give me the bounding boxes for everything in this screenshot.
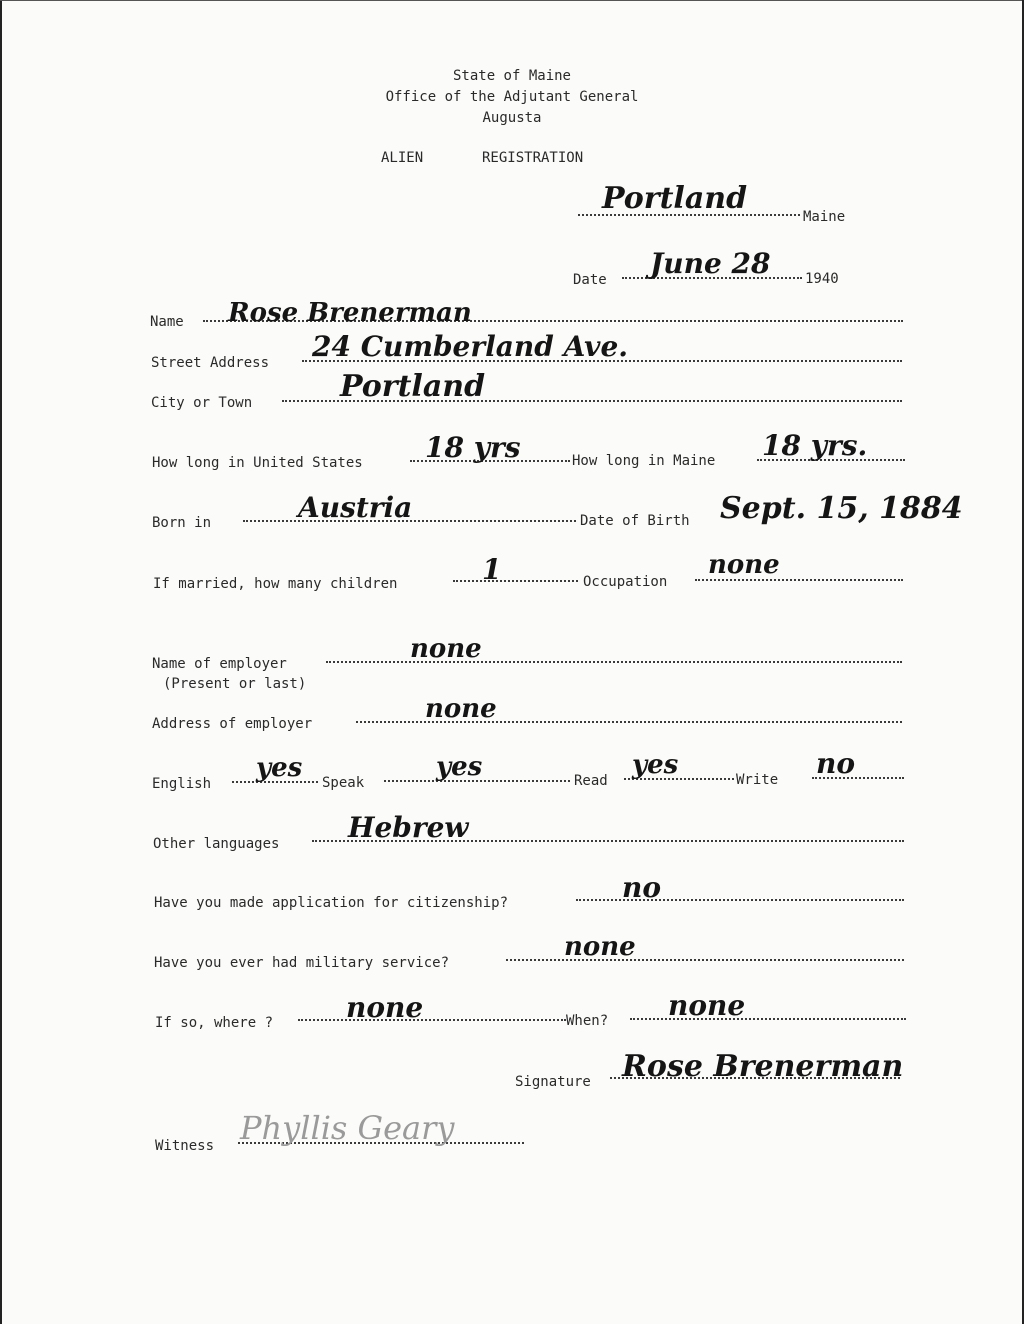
place-suffix: Maine — [803, 209, 846, 225]
employer-address-label: Address of employer — [152, 716, 313, 732]
when-label: When? — [566, 1013, 609, 1029]
street-address-value: 24 Cumberland Ave. — [312, 330, 629, 363]
other-languages-label: Other languages — [153, 836, 280, 852]
where-dots — [298, 1015, 566, 1021]
occupation-value: none — [708, 550, 780, 580]
when-value: none — [668, 989, 746, 1022]
scan-edge-top — [0, 0, 1024, 1]
date-of-birth-value: Sept. 15, 1884 — [720, 491, 963, 526]
write-label: Write — [736, 772, 779, 788]
employer-name-sublabel: (Present or last) — [163, 676, 307, 692]
where-label: If so, where ? — [155, 1015, 274, 1031]
english-label: English — [152, 776, 212, 792]
form-title-alien: ALIEN — [381, 150, 424, 166]
header-office: Office of the Adjutant General — [385, 89, 639, 105]
city-value: Portland — [340, 369, 486, 404]
signature-label: Signature — [515, 1074, 591, 1090]
place-value: Portland — [602, 181, 748, 216]
children-label: If married, how many children — [153, 576, 398, 592]
form-title-registration: REGISTRATION — [482, 150, 584, 166]
scan-edge-left — [0, 0, 2, 1324]
employer-address-value: none — [425, 694, 497, 724]
name-label: Name — [150, 314, 184, 330]
signature-value: Rose Brenerman — [622, 1049, 904, 1084]
children-value: 1 — [482, 553, 502, 586]
citizenship-value: no — [622, 871, 662, 904]
city-label: City or Town — [151, 395, 253, 411]
date-of-birth-label: Date of Birth — [580, 513, 690, 529]
how-long-maine-label: How long in Maine — [572, 453, 716, 469]
read-value: yes — [632, 750, 679, 780]
born-in-label: Born in — [152, 515, 212, 531]
date-value: June 28 — [650, 247, 771, 280]
employer-name-label: Name of employer — [152, 656, 287, 672]
date-year: 1940 — [805, 271, 839, 287]
name-value: Rose Brenerman — [228, 298, 472, 328]
witness-label: Witness — [155, 1138, 215, 1154]
speak-label: Speak — [322, 775, 365, 791]
where-value: none — [346, 991, 424, 1024]
date-label: Date — [573, 272, 607, 288]
occupation-label: Occupation — [583, 574, 668, 590]
citizenship-label: Have you made application for citizenship? — [154, 895, 509, 911]
street-address-label: Street Address — [151, 355, 270, 371]
other-languages-value: Hebrew — [348, 811, 469, 844]
children-dots — [453, 576, 578, 582]
speak-value: yes — [436, 752, 483, 782]
read-label: Read — [574, 773, 608, 789]
write-value: no — [816, 747, 856, 780]
witness-value: Phyllis Geary — [240, 1109, 455, 1147]
military-label: Have you ever had military service? — [154, 955, 450, 971]
employer-name-value: none — [410, 634, 482, 664]
header-state: State of Maine — [452, 68, 571, 84]
how-long-maine-value: 18 yrs. — [762, 429, 868, 462]
how-long-us-label: How long in United States — [152, 455, 363, 471]
how-long-us-value: 18 yrs — [425, 431, 521, 464]
header-city: Augusta — [482, 110, 542, 126]
military-value: none — [564, 932, 636, 962]
english-value: yes — [256, 753, 303, 783]
born-in-value: Austria — [298, 491, 413, 524]
